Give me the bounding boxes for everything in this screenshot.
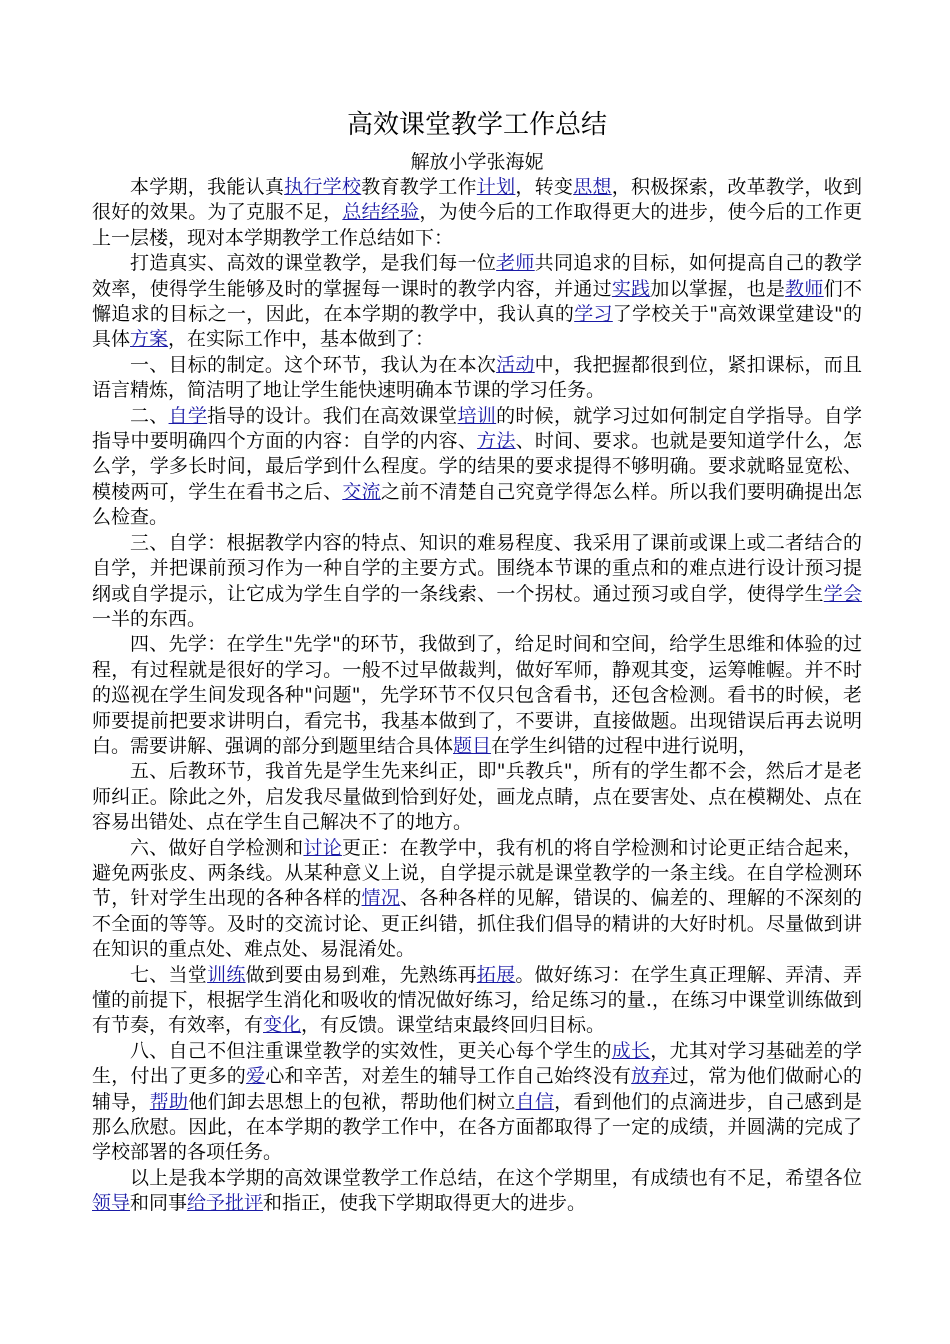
paragraph-text: 本学期，我能认真 (130, 176, 285, 198)
inline-link[interactable]: 总结经验 (342, 201, 420, 224)
paragraph-text: ，转变 (515, 176, 574, 198)
document-author: 解放小学张海妮 (410, 151, 544, 173)
inline-link[interactable]: 计划 (476, 176, 516, 198)
paragraph-text: 加以掌握，也是 (650, 277, 786, 300)
inline-link[interactable]: 方法 (477, 430, 516, 453)
paragraph-text: 心和辛苦，对差生的辅导工作自己始终没有 (265, 1065, 632, 1088)
inline-link[interactable]: 思想 (573, 176, 612, 198)
paragraph-text: 中，我把握都很到位，紧扣课标，而且语言精炼，简洁明了地让学生能快速明确本节课的学习任务。 (92, 353, 862, 402)
inline-link[interactable]: 领导 (92, 1192, 131, 1215)
inline-link[interactable]: 放弃 (631, 1065, 670, 1088)
paragraph-text: 八、自己不但注重课堂教学的实效性，更关心每个学生的 (130, 1039, 612, 1062)
inline-link[interactable]: 学会 (823, 582, 862, 605)
paragraph-text: 三、自学：根据教学内容的特点、知识的难易程度、我采用了课前或课上或二者结合的自学，并把课前预习作为一种自学的主要方式。围绕本节课的重点和的难点进行设计预习提纲或自学提示，让它成为学生自学的一条线索、一个拐杖。通过预习或自学，使得学生 (92, 531, 862, 605)
document-body (92, 175, 862, 1217)
paragraph-text: 六、做好自学检测和 (130, 836, 304, 859)
paragraph-text: 打造真实、高效的课堂教学，是我们每一位 (130, 252, 497, 275)
paragraph-text: ，尤其对学习基础差的学生，付出了更多的 (92, 1039, 862, 1088)
inline-link[interactable]: 爱 (246, 1065, 266, 1088)
paragraph-text: 。做好练习：在学生真正理解、弄清、弄懂的前提下，根据学生消化和吸收的情况做好练习，给足练习的量.，在练习中课堂训练做到有节奏，有效率，有 (92, 963, 862, 1037)
paragraph-text: 们不懈追求的目标之一，因此，在本学期的教学中，我认真的 (92, 277, 862, 326)
inline-link[interactable]: 给予批评 (187, 1192, 264, 1215)
inline-link[interactable]: 执行学校 (284, 176, 362, 198)
inline-link[interactable]: 交流 (342, 480, 381, 503)
paragraph-text: 过，常为他们做耐心的辅导， (92, 1065, 862, 1113)
document-title: 高效课堂教学工作总结 (346, 110, 607, 140)
paragraph-text: 他们卸去思想上的包袱，帮助他们树立 (188, 1090, 516, 1113)
paragraph-text: 七、当堂 (130, 963, 208, 986)
inline-link[interactable]: 训练 (207, 963, 246, 986)
inline-link[interactable]: 变化 (263, 1014, 302, 1037)
body-paragraph (92, 404, 862, 531)
paragraph-text: ，积极探索，改革教学，收到很好的效果。为了克服不足， (92, 176, 862, 224)
paragraph-text: ，有反馈。课堂结束最终回归目标。 (301, 1014, 606, 1037)
inline-link[interactable]: 帮助 (149, 1090, 189, 1113)
paragraph-text: 之前不清楚自己究竟学得怎么样。所以我们要明确提出怎么检查。 (92, 480, 862, 529)
inline-link[interactable]: 题目 (453, 734, 492, 757)
paragraph-text: 共同追求的目标，如何提高自己的教学效率，使得学生能够及时的掌握每一课时的教学内容，并通过 (92, 252, 862, 300)
body-paragraph (92, 836, 862, 963)
inline-link[interactable]: 成长 (611, 1039, 651, 1062)
paragraph-text: 以上是我本学期的高效课堂教学工作总结，在这个学期里，有成绩也有不足，希望各位 (130, 1166, 862, 1189)
inline-link[interactable]: 情况 (361, 887, 401, 910)
inline-link[interactable]: 实践 (611, 277, 651, 300)
paragraph-text: 更正：在教学中，我有机的将自学检测和讨论更正结合起来，避免两张皮、两条线。从某种意义上说，自学提示就是课堂教学的一条主线。在自学检测环节，针对学生出现的各种各样的 (92, 836, 862, 910)
inline-link[interactable]: 拓展 (476, 963, 516, 986)
paragraph-text: 教育教学工作 (361, 176, 477, 198)
body-paragraph (92, 175, 862, 251)
paragraph-text: 指导的设计。我们在高效课堂 (207, 404, 458, 427)
body-paragraph (92, 531, 862, 633)
paragraph-text: 二、 (130, 404, 169, 427)
body-paragraph (92, 353, 862, 404)
paragraph-text: 一、目标的制定。这个环节，我认为在本次 (130, 353, 497, 376)
body-paragraph (92, 759, 862, 835)
body-paragraph (92, 251, 862, 353)
paragraph-text: 和指正，使我下学期取得更大的进步。 (263, 1192, 587, 1215)
document-page (92, 100, 862, 1217)
inline-link[interactable]: 培训 (457, 404, 497, 427)
inline-link[interactable]: 学习 (574, 303, 613, 326)
body-paragraph (92, 1039, 862, 1166)
inline-link[interactable]: 老师 (496, 252, 535, 275)
paragraph-text: 一半的东西。 (92, 607, 207, 630)
paragraph-text: ，在实际工作中，基本做到了： (168, 328, 435, 351)
paragraph-text: 了学校关于"高效课堂建设"的具体 (92, 303, 862, 351)
paragraph-text: 和同事 (130, 1192, 188, 1215)
paragraph-text: 、各种各样的见解，错误的、偏差的、理解的不深刻的不全面的等等。及时的交流讨论、更正纠错，抓住我们倡导的精讲的大好时机。尽量做到讲在知识的重点处、难点处、易混淆处。 (92, 887, 862, 961)
paragraph-text: 、时间、要求。也就是要知道学什么，怎么学，学多长时间，最后学到什么程度。学的结果的要求提得不够明确。要求就略显宽松、模棱两可，学生在看书之后、 (92, 430, 862, 503)
paragraph-text: ，为使今后的工作取得更大的进步，使今后的工作更上一层楼，现对本学期教学工作总结如下： (92, 201, 862, 249)
paragraph-text: 五、后教环节，我首先是学生先来纠正，即"兵教兵"，所有的学生都不会，然后才是老师纠正。除此之外，启发我尽量做到恰到好处，画龙点睛，点在要害处、点在模糊处、点在容易出错处、点在学生自己解决不了的地方。 (92, 760, 862, 834)
body-paragraph (92, 632, 862, 759)
paragraph-text: 在学生纠错的过程中进行说明， (491, 734, 758, 757)
inline-link[interactable]: 自学 (168, 404, 208, 427)
inline-link[interactable]: 活动 (496, 353, 535, 376)
paragraph-text: 的时候，就学习过如何制定自学指导。自学指导中要明确四个方面的内容：自学的内容、 (92, 404, 862, 453)
inline-link[interactable]: 方案 (130, 328, 169, 351)
inline-link[interactable]: 讨论 (303, 836, 342, 859)
body-paragraph (92, 963, 862, 1039)
body-paragraph (92, 1166, 862, 1217)
paragraph-text: 做到要由易到难，先熟练再 (245, 963, 477, 986)
paragraph-text: 四、先学：在学生"先学"的环节，我做到了，给足时间和空间，给学生思维和体验的过程，有过程就是很好的学习。一般不过早做裁判，做好军师，静观其变，运筹帷幄。并不时的巡视在学生间发现各种"问题"，先学环节不仅只包含看书，还包含检测。看书的时候，老师要提前把要求讲明白，看完书，我基本做到了，不要讲，直接做题。出现错误后再去说明白。需要讲解、强调的部分到题里结合具体 (92, 633, 862, 757)
inline-link[interactable]: 自信 (515, 1090, 555, 1113)
paragraph-text: ，看到他们的点滴进步，自己感到是那么欣慰。因此，在本学期的教学工作中，在各方面都取得了一定的成绩，并圆满的完成了学校部署的各项任务。 (92, 1090, 862, 1164)
inline-link[interactable]: 教师 (785, 277, 824, 300)
